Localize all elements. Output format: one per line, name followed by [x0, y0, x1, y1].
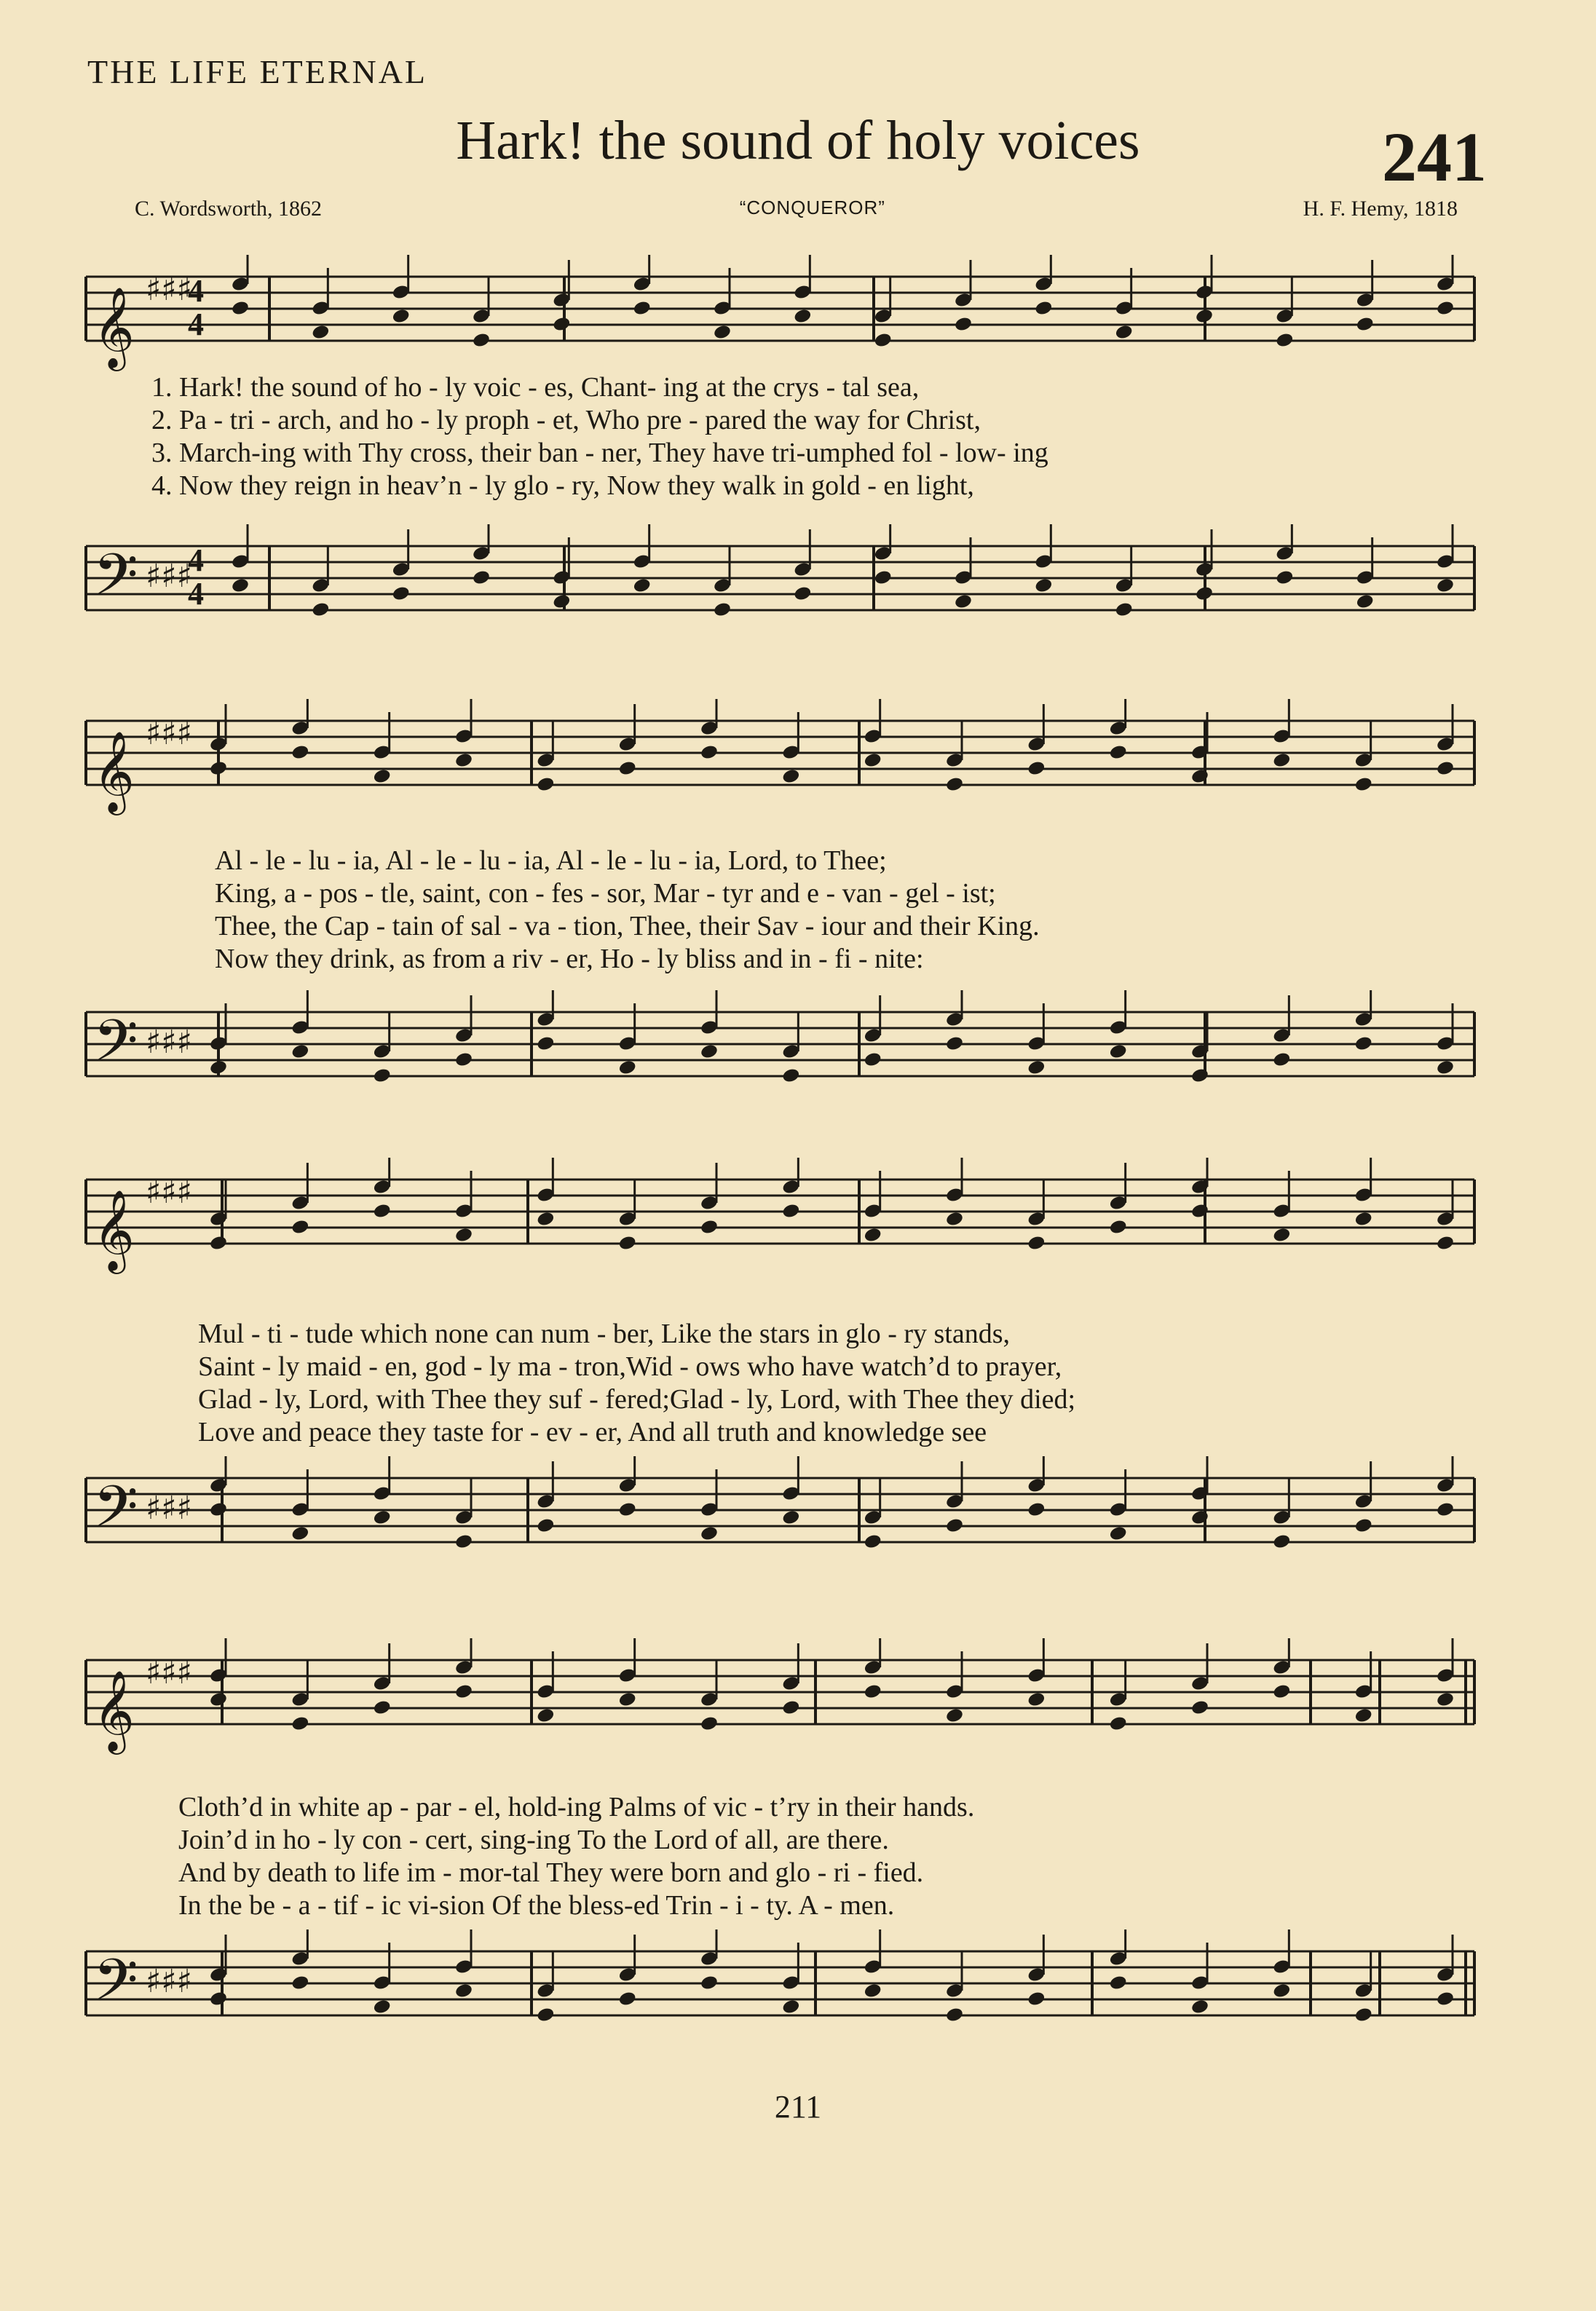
note-head-icon [291, 744, 309, 761]
lyrics-block-2 [0, 845, 1596, 990]
lyric-verse-2: King, a - pos - tle, saint, con - fes - sor, Mar - tyr and e - van - gel - ist; [215, 878, 996, 909]
bass-staff-4 [0, 1929, 1596, 2061]
note-head-icon [291, 1525, 309, 1542]
note-head-icon [945, 776, 964, 793]
note-head-icon [781, 1203, 800, 1220]
note-head-icon [1436, 760, 1455, 777]
note-head-icon [700, 1043, 719, 1060]
lyric-verse-1: Al - le - lu - ia, Al - le - lu - ia, Al - le - lu - ia, Lord, to Thee; [215, 845, 887, 876]
key-signature-sharps-icon: ♯♯♯ [146, 715, 192, 752]
note-head-icon [1436, 1691, 1455, 1708]
time-signature-numerator-icon: 4 [188, 542, 204, 578]
time-signature-denominator-icon: 4 [188, 576, 204, 612]
note-head-icon [536, 1517, 555, 1534]
note-head-icon [231, 300, 250, 317]
key-signature-sharps-icon: ♯♯♯ [146, 1963, 192, 2000]
note-head-icon [1272, 1227, 1291, 1244]
note-head-icon [1354, 1035, 1373, 1052]
treble-clef-icon: 𝄞 [93, 1189, 135, 1271]
note-head-icon [311, 324, 330, 341]
note-head-icon [1354, 1517, 1373, 1534]
composer-credit: H. F. Hemy, 1818 [1303, 197, 1458, 221]
note-head-icon [1109, 1715, 1128, 1732]
note-head-icon [1027, 1991, 1046, 2007]
lyric-verse-1: Mul - ti - tude which none can num - ber, Like the stars in glo - ry stands, [198, 1319, 1011, 1349]
note-head-icon [536, 1707, 555, 1724]
note-head-icon [1190, 1509, 1209, 1526]
lyrics-block-1 [0, 371, 1596, 517]
note-head-icon [1436, 300, 1455, 317]
note-head-icon [454, 1051, 473, 1068]
note-head-icon [1190, 768, 1209, 785]
note-head-icon [618, 1501, 637, 1518]
note-head-icon [1436, 1235, 1455, 1252]
bass-staff-3 [0, 1456, 1596, 1587]
note-head-icon [1027, 760, 1046, 777]
note-head-icon [209, 1059, 228, 1076]
note-head-icon [1027, 1235, 1046, 1252]
note-head-icon [618, 1991, 637, 2007]
key-signature-sharps-icon: ♯♯♯ [146, 1174, 192, 1211]
note-head-icon [864, 1227, 882, 1244]
note-head-icon [209, 1991, 228, 2007]
lyric-verse-4: 4. Now they reign in heav’n - ly glo - ry, Now they walk in gold - en light, [151, 470, 974, 501]
note-head-icon [713, 601, 732, 618]
note-head-icon [1190, 1067, 1209, 1084]
bass-clef-icon: 𝄢 [93, 1007, 138, 1089]
note-head-icon [373, 1203, 392, 1220]
note-head-icon [231, 577, 250, 594]
note-head-icon [1272, 752, 1291, 769]
key-signature-sharps-icon: ♯♯♯ [146, 1654, 192, 1691]
note-head-icon [945, 2007, 964, 2023]
key-signature-sharps-icon: ♯♯♯ [146, 558, 192, 595]
note-head-icon [454, 1533, 473, 1550]
note-head-icon [392, 585, 411, 602]
note-head-icon [874, 569, 893, 586]
bass-staff-1 [0, 524, 1596, 655]
note-head-icon [618, 1235, 637, 1252]
note-head-icon [1275, 332, 1294, 349]
note-head-icon [864, 1051, 882, 1068]
note-head-icon [373, 1067, 392, 1084]
note-head-icon [954, 593, 973, 610]
note-head-icon [552, 316, 571, 333]
lyric-verse-4: Now they drink, as from a riv - er, Ho - ly bliss and in - fi - nite: [215, 944, 924, 974]
note-head-icon [291, 1043, 309, 1060]
note-head-icon [536, 1211, 555, 1228]
bass-clef-icon: 𝄢 [93, 1473, 138, 1555]
treble-clef-icon: 𝄞 [93, 286, 135, 368]
lyric-verse-3: Thee, the Cap - tain of sal - va - tion, Thee, their Sav - iour and their King. [215, 911, 1040, 941]
note-head-icon [1272, 1051, 1291, 1068]
note-head-icon [1034, 577, 1053, 594]
note-head-icon [864, 1533, 882, 1550]
note-head-icon [373, 1509, 392, 1526]
lyrics-block-4 [0, 1791, 1596, 1937]
lyric-verse-3: Glad - ly, Lord, with Thee they suf - fered;Glad - ly, Lord, with Thee they died; [198, 1384, 1076, 1415]
note-head-icon [1027, 1691, 1046, 1708]
note-head-icon [1190, 1203, 1209, 1220]
note-head-icon [1436, 577, 1455, 594]
note-head-icon [618, 1691, 637, 1708]
note-head-icon [291, 1715, 309, 1732]
lyric-verse-4: In the be - a - tif - ic vi-sion Of the bless-ed Trin - i - ty. A - men. [178, 1890, 895, 1921]
note-head-icon [1436, 1991, 1455, 2007]
note-head-icon [1034, 300, 1053, 317]
lyrics-block-3 [0, 1318, 1596, 1463]
key-signature-sharps-icon: ♯♯♯ [146, 1024, 192, 1061]
note-head-icon [1109, 744, 1128, 761]
note-head-icon [945, 1517, 964, 1534]
note-head-icon [454, 1683, 473, 1700]
note-head-icon [781, 1699, 800, 1716]
note-head-icon [945, 1707, 964, 1724]
note-head-icon [1115, 601, 1134, 618]
note-head-icon [1354, 776, 1373, 793]
note-head-icon [1356, 316, 1375, 333]
note-head-icon [472, 332, 491, 349]
note-head-icon [793, 585, 812, 602]
note-head-icon [1190, 1699, 1209, 1716]
note-head-icon [618, 760, 637, 777]
note-head-icon [1109, 1525, 1128, 1542]
note-head-icon [864, 1983, 882, 1999]
note-head-icon [536, 2007, 555, 2023]
treble-staff-3 [0, 1158, 1596, 1289]
note-head-icon [1027, 1059, 1046, 1076]
note-head-icon [209, 1235, 228, 1252]
note-head-icon [1354, 2007, 1373, 2023]
note-head-icon [1109, 1219, 1128, 1236]
treble-staff-2 [0, 699, 1596, 830]
bass-staff-2 [0, 990, 1596, 1121]
note-head-icon [700, 744, 719, 761]
page-number: 211 [774, 2089, 822, 2125]
note-head-icon [1275, 569, 1294, 586]
hymn-title: Hark! the sound of holy voices [456, 110, 1140, 171]
note-head-icon [209, 760, 228, 777]
lyric-verse-2: 2. Pa - tri - arch, and ho - ly proph - et, Who pre - pared the way for Christ, [151, 405, 981, 435]
note-head-icon [454, 1983, 473, 1999]
note-head-icon [311, 601, 330, 618]
note-head-icon [1354, 1211, 1373, 1228]
lyric-verse-2: Saint - ly maid - en, god - ly ma - tron,Wid - ows who have watch’d to prayer, [198, 1351, 1062, 1382]
time-signature-numerator-icon: 4 [188, 273, 204, 309]
lyric-verse-4: Love and peace they taste for - ev - er, And all truth and knowledge see [198, 1417, 987, 1447]
note-head-icon [373, 1999, 392, 2015]
note-head-icon [700, 1715, 719, 1732]
hymn-number: 241 [1382, 118, 1487, 196]
note-head-icon [1027, 1501, 1046, 1518]
note-head-icon [713, 324, 732, 341]
author-credit: C. Wordsworth, 1862 [135, 197, 323, 221]
lyric-verse-1: Cloth’d in white ap - par - el, hold-ing Palms of vic - t’ry in their hands. [178, 1792, 975, 1822]
treble-clef-icon: 𝄞 [93, 730, 135, 812]
note-head-icon [781, 1509, 800, 1526]
note-head-icon [291, 1975, 309, 1991]
credits-row [135, 197, 1458, 226]
lyric-verse-1: 1. Hark! the sound of ho - ly voic - es, Chant- ing at the crys - tal sea, [151, 372, 920, 403]
time-signature-denominator-icon: 4 [188, 307, 204, 342]
note-head-icon [618, 1059, 637, 1076]
lyric-verse-2: Join’d in ho - ly con - cert, sing-ing To the Lord of all, are there. [178, 1825, 889, 1855]
note-head-icon [1272, 1533, 1291, 1550]
note-head-icon [1195, 585, 1214, 602]
note-head-icon [552, 593, 571, 610]
note-head-icon [945, 1035, 964, 1052]
note-head-icon [781, 1067, 800, 1084]
note-head-icon [781, 1999, 800, 2015]
note-head-icon [1115, 324, 1134, 341]
bass-clef-icon: 𝄢 [93, 541, 138, 623]
section-title: THE LIFE ETERNAL [87, 53, 428, 90]
note-head-icon [700, 1219, 719, 1236]
note-head-icon [536, 1035, 555, 1052]
note-head-icon [864, 752, 882, 769]
note-head-icon [392, 308, 411, 325]
note-head-icon [1436, 1501, 1455, 1518]
note-head-icon [874, 332, 893, 349]
bass-clef-icon: 𝄢 [93, 1946, 138, 2028]
note-head-icon [1356, 593, 1375, 610]
note-head-icon [1109, 1043, 1128, 1060]
note-head-icon [793, 308, 812, 325]
tune-name: “CONQUEROR” [739, 197, 885, 218]
lyric-verse-3: 3. March-ing with Thy cross, their ban - ner, They have tri-umphed fol - low- ing [151, 438, 1048, 468]
note-head-icon [700, 1975, 719, 1991]
note-head-icon [864, 1683, 882, 1700]
note-head-icon [209, 1691, 228, 1708]
note-head-icon [954, 316, 973, 333]
key-signature-sharps-icon: ♯♯♯ [146, 1490, 192, 1527]
treble-staff-4 [0, 1638, 1596, 1769]
lyric-verse-3: And by death to life im - mor-tal They were born and glo - ri - fied. [178, 1857, 924, 1888]
note-head-icon [945, 1211, 964, 1228]
note-head-icon [472, 569, 491, 586]
note-head-icon [373, 768, 392, 785]
note-head-icon [633, 300, 652, 317]
note-head-icon [1272, 1683, 1291, 1700]
note-head-icon [373, 1699, 392, 1716]
note-head-icon [1190, 1999, 1209, 2015]
note-head-icon [454, 1227, 473, 1244]
note-head-icon [1354, 1707, 1373, 1724]
note-head-icon [454, 752, 473, 769]
note-head-icon [1272, 1983, 1291, 1999]
note-head-icon [209, 1501, 228, 1518]
note-head-icon [1195, 308, 1214, 325]
note-head-icon [633, 577, 652, 594]
key-signature-sharps-icon: ♯♯♯ [146, 271, 192, 308]
note-head-icon [1109, 1975, 1128, 1991]
note-head-icon [781, 768, 800, 785]
note-head-icon [1436, 1059, 1455, 1076]
note-head-icon [536, 776, 555, 793]
note-head-icon [700, 1525, 719, 1542]
treble-staff-1 [0, 255, 1596, 386]
treble-clef-icon: 𝄞 [93, 1670, 135, 1751]
note-head-icon [291, 1219, 309, 1236]
